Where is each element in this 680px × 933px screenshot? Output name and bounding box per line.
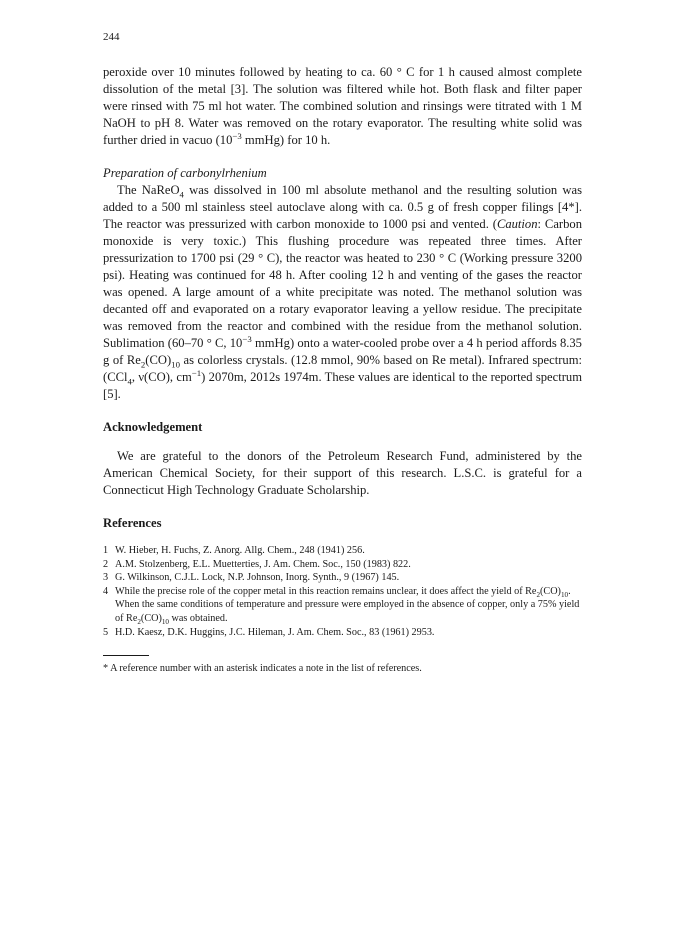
reference-text: A.M. Stolzenberg, E.L. Muetterties, J. Am. Chem. Soc., 150 (1983) 822. <box>115 558 411 570</box>
reference-number: 4 <box>103 585 109 597</box>
paragraph-1: peroxide over 10 minutes followed by heating to ca. 60 ° C for 1 h caused almost complete dissolution of the metal [3]. The solution was filtered while hot. Both flask and filter paper were rinsed with 75 ml hot water. The combined solution and rinsings were titrated with 1 M NaOH to pH 8. Water was removed on the rotary evaporator. The resulting white solid was further dried in vacuo ($10^{-3}$ mmHg) for 10 h. <box>103 65 582 147</box>
reference-text: H.D. Kaesz, D.K. Huggins, J.C. Hileman, J. Am. Chem. Soc., 83 (1961) 2953. <box>115 626 435 638</box>
acknowledgement-text: We are grateful to the donors of the Petroleum Research Fund, administered by the American Chemical Society, for their support of this research. L.S.C. is grateful for a Connecticut High Technology Graduate Scholarship. <box>103 449 582 497</box>
reference-number: 3 <box>103 572 109 584</box>
reference-text: While the precise role of the copper metal in this reaction remains unclear, it does affect the yield of $Re_2(CO)_{10}$. When the same conditions of temperature and pressure were employed in the absence of copper, only a 75% yield of $Re_2(CO)_{10}$ was obtained. <box>115 585 580 626</box>
reference-item <box>103 571 582 585</box>
subheading-preparation: Preparation of carbonylrhenium <box>103 166 267 180</box>
reference-text: W. Hieber, H. Fuchs, Z. Anorg. Allg. Chem., 248 (1941) 256. <box>115 545 365 556</box>
references-heading: References <box>103 516 162 530</box>
reference-number: 5 <box>103 626 109 638</box>
paragraph-2: The NaReO$_4$ was dissolved in 100 ml absolute methanol and the resulting solution was added to a 500 ml stainless steel autoclave along with ca. 0.5 g of fresh copper filings [4*]. The reactor was pressurized with carbon monoxide to 1000 psi and vented. (Caution: Carbon monoxide is very toxic.) This flushing procedure was repeated three times. After pressurization to 1700 psi (29 ° C), the reactor was heated to 230 ° C (Working pressure 3200 psi). Heating was continued for 48 h. After cooling 12 h and venting of the gases the reactor was opened. A large amount of a white precipitate was noted. The methanol solution was decanted off and evaporated on a rotary evaporator leaving a yellow residue. The precipitate was removed from the reactor and combined with the residue from the methanol solution. Sublimation (60–70 ° C, $10^{-3}$ mmHg) onto a water-cooled probe over a 4 h period affords 8.35 g of $Re_2(CO)_{10}$ as colorless crystals. (12.8 mmol, 90% based on Re metal). Infrared spectrum: (CCl$_4$, ν(CO), $cm^{-1}$) 2070m, 2012s 1974m. These values are identical to the reported spectrum [5]. <box>103 183 583 401</box>
reference-number: 2 <box>103 558 109 570</box>
article-body <box>103 64 582 676</box>
reference-text: G. Wilkinson, C.J.L. Lock, N.P. Johnson, Inorg. Synth., 9 (1967) 145. <box>115 572 400 584</box>
reference-number: 1 <box>103 545 109 556</box>
reference-item <box>103 585 582 626</box>
reference-item <box>103 558 582 572</box>
footnote: * A reference number with an asterisk indicates a note in the list of references. <box>103 663 422 675</box>
page-number: 244 <box>103 31 120 43</box>
footnote-rule <box>103 655 149 656</box>
acknowledgement-heading: Acknowledgement <box>103 420 203 434</box>
reference-list <box>103 544 582 639</box>
reference-item <box>103 544 582 558</box>
reference-item <box>103 626 582 640</box>
